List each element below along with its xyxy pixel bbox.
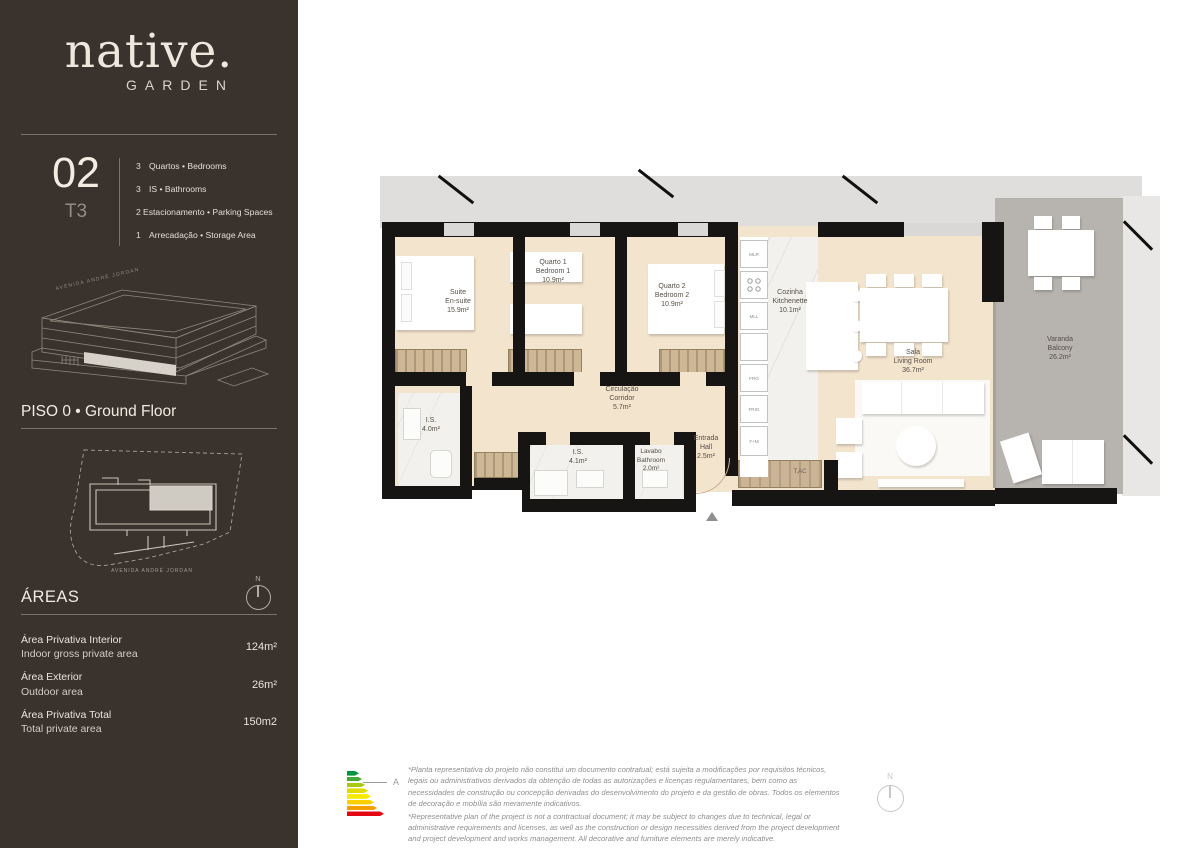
appliance-fridge: FRG [740,364,768,392]
energy-bar [347,771,359,776]
area-row-exterior [21,670,277,698]
compass-n-label: N [887,772,893,781]
feature-bedrooms: 3 Quartos • Bedrooms [136,161,227,171]
stool [850,350,862,362]
disclaimer-pt: *Planta representativa do projeto não constitui um documento contratual; está sujeita a modificações por requisitos técnicos, legais ou administrativos derivados da obtenção de todas as autorizações e licenças regulamentares, bem como as necessidades de construção ou concepção derivadas do desenvolvimento do projeto e da gestão de obras. Todos os elementos de decoração e mobília são meramente indicativos. [408,765,840,809]
hall-closet [474,452,524,478]
building-axonometric-sketch [22,264,276,400]
appliance-washer: MLR [740,240,768,268]
area-label-pt: Área Exterior [21,671,83,684]
feature-parking: 2 Estacionamento • Parking Spaces [136,207,273,217]
area-label-en: Outdoor area [21,685,83,698]
divider [21,428,277,429]
lounger [1042,440,1104,484]
window [444,223,474,236]
wall [382,486,474,499]
room-label-bedroom1: Quarto 1 Bedroom 1 10.9m² [535,259,571,285]
energy-rating-line [363,782,387,783]
siteplan-street-label: AVENIDA ANDRÉ JORDAN [111,568,193,574]
appliance-oven-micro: F+M [740,426,768,456]
tv-console [878,479,964,487]
energy-bars [347,771,384,817]
area-label-en: Indoor gross private area [21,648,138,661]
room-label-living: Sala Living Room 36.7m² [893,349,933,375]
site-plan-sketch [52,442,252,584]
wall [518,499,696,512]
shower [534,470,568,496]
room-label-is2: I.S. 4.1m² [569,449,587,466]
pillow [401,262,412,290]
wall [732,490,995,506]
armchair [836,418,862,444]
room-label-is1: I.S. 4.0m² [422,417,440,434]
compass-needle [889,786,891,798]
wall [513,230,525,380]
tac-label: T.AC [793,469,807,475]
brand-subname: GARDEN [126,77,234,93]
area-row-total [21,708,277,736]
dining-chair [866,274,886,287]
highlighted-unit-footprint [150,486,212,510]
sketch-street-label: AVENIDA ANDRÉ JORDAN [55,266,141,292]
divider [21,134,277,135]
energy-bar [347,794,371,799]
balcony-table [1028,230,1094,276]
brand-logo [0,24,298,93]
wall [615,230,627,380]
energy-bar [347,811,384,816]
area-label-pt: Área Privativa Interior [21,634,122,646]
energy-bar [347,806,377,811]
sidebar [0,0,298,848]
entrance-arrow-icon [706,512,718,521]
room-label-suite: Suite En-suite 15.9m² [445,289,471,315]
wall [982,222,1004,302]
divider-vertical [119,158,120,246]
energy-bar [347,777,362,782]
door-opening [680,372,706,386]
areas-title: ÁREAS [21,588,80,606]
energy-bar [347,783,365,788]
energy-rating: A [393,776,400,787]
armchair [836,452,862,478]
wall [818,222,904,237]
room-label-hall: Entrada Hall 2.5m² [693,435,719,461]
glass-wall-balcony [993,302,996,488]
compass-sidebar [240,574,276,616]
compass-n-label: N [255,574,261,583]
door-opening [546,432,570,445]
feature-bathrooms: 3 IS • Bathrooms [136,184,207,194]
exterior-gap [472,490,522,522]
door-opening [466,372,492,386]
dining-chair [894,274,914,287]
pillow [401,294,412,322]
balcony-chair [1034,277,1052,290]
compass-footer [872,772,908,816]
balcony-chair [1062,216,1080,229]
divider [21,614,277,615]
appliance-sink [740,333,768,361]
door-opening [650,432,674,445]
room-label-kitchen: Cozinha Kitchenette 10.1m² [772,289,808,315]
wall [395,372,725,386]
wall [824,460,838,490]
sink [576,470,604,488]
window [904,223,982,236]
area-row-interior [21,633,277,661]
room-label-corridor: Circulação Corridor 5.7m² [605,386,639,412]
brand-name: native. [64,24,234,79]
toilet [430,450,452,478]
window [678,223,708,236]
unit-type: T3 [64,201,88,223]
feature-storage: 1 Arrecadação • Storage Area [136,230,256,240]
unit-number-block [38,150,114,223]
floor-plan [378,170,1160,542]
dining-chair [922,274,942,287]
window [570,223,600,236]
coffee-table [896,426,936,466]
floor-title: PISO 0 • Ground Floor [21,403,177,420]
pillow [714,270,725,297]
areas-table [21,633,277,745]
area-value: 124m² [245,641,277,654]
energy-bar [347,788,368,793]
pillow [714,301,725,328]
wall [474,478,526,490]
energy-bar [347,800,374,805]
area-label-pt: Área Privativa Total [21,708,112,721]
wall [382,222,395,474]
unit-feature-list [136,161,273,253]
balcony-chair [1062,277,1080,290]
appliance-dishwasher: MLL [740,302,768,330]
disclaimer-en: *Representative plan of the project is not a contractual document; it may be subject to changes due to technical, legal or administrative requirements and licenses, as well as the construction or design necessities derived from the project development and project development and works management. All decorative and furniture elements are merely indicative. [408,811,840,844]
room-label-lavabo: Lavabo Bathroom 2.0m² [636,448,666,473]
unit-number: 02 [52,149,100,197]
area-value: 26m² [251,678,277,691]
door-opening [574,372,600,386]
appliance-freezer: FRIG [740,395,768,423]
area-value: 150m2 [243,715,277,728]
area-label-en: Total private area [21,722,102,735]
compass-needle [257,586,259,597]
room-label-balcony: Varanda Balcony 26.2m² [1047,336,1073,362]
entrance-opening [696,492,732,506]
disclaimer [408,764,840,846]
wall [460,386,472,487]
dining-table [860,288,948,342]
room-label-bedroom2: Quarto 2 Bedroom 2 10.9m² [654,283,690,309]
sofa [862,382,984,414]
balcony-chair [1034,216,1052,229]
wall [995,488,1117,504]
